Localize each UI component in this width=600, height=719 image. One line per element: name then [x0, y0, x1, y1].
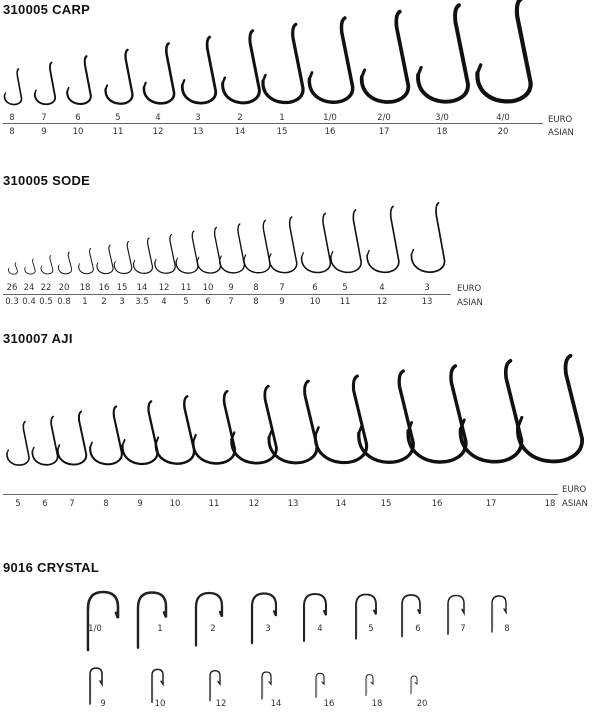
size-label: 15 — [116, 283, 128, 293]
size-label: 5 — [342, 283, 348, 293]
carp-asian-label: ASIAN — [548, 128, 574, 138]
aji-asian-label: ASIAN — [562, 499, 588, 509]
size-label: 7 — [460, 624, 466, 634]
size-label: 2 — [210, 624, 216, 634]
size-label: 20 — [416, 699, 428, 709]
section-title-crystal: 9016 CRYSTAL — [3, 560, 100, 575]
size-label: 10 — [72, 127, 84, 137]
size-label: 11 — [112, 127, 124, 137]
size-label: 13 — [421, 297, 433, 307]
size-label: 12 — [152, 127, 164, 137]
crystal-hook — [152, 669, 163, 702]
size-label: 7 — [41, 113, 47, 123]
size-label: 6 — [42, 499, 48, 509]
size-label: 1/0 — [88, 624, 102, 634]
size-label: 11 — [339, 297, 351, 307]
size-label: 6 — [312, 283, 318, 293]
size-label: 8 — [253, 283, 259, 293]
size-label: 9 — [41, 127, 47, 137]
size-label: 10 — [309, 297, 321, 307]
size-label: 7 — [228, 297, 234, 307]
size-label: 18 — [371, 699, 383, 709]
size-label: 5 — [115, 113, 121, 123]
size-label: 16 — [323, 699, 335, 709]
size-label: 4 — [379, 283, 385, 293]
size-label: 2 — [237, 113, 243, 123]
size-label: 12 — [376, 297, 388, 307]
size-label: 6 — [415, 624, 421, 634]
size-label: 8 — [253, 297, 259, 307]
size-label: 17 — [485, 499, 497, 509]
size-label: 16 — [324, 127, 336, 137]
size-label: 12 — [215, 699, 227, 709]
size-label: 3 — [265, 624, 271, 634]
size-label: 18 — [436, 127, 448, 137]
size-label: 4/0 — [496, 113, 510, 123]
size-label: 9 — [279, 297, 285, 307]
size-label: 3/0 — [435, 113, 449, 123]
size-label: 3 — [119, 297, 125, 307]
size-label: 1 — [279, 113, 285, 123]
crystal-hook — [196, 593, 222, 646]
crystal-hook — [366, 675, 373, 696]
size-label: 14 — [270, 699, 282, 709]
size-label: 11 — [180, 283, 192, 293]
size-label: 9 — [100, 699, 106, 709]
size-label: 0.5 — [39, 297, 53, 307]
size-label: 26 — [6, 283, 18, 293]
size-label: 13 — [287, 499, 299, 509]
size-label: 20 — [497, 127, 509, 137]
size-label: 5 — [368, 624, 374, 634]
size-label: 24 — [23, 283, 35, 293]
crystal-hook — [88, 592, 118, 650]
section-title-sode: 310005 SODE — [3, 173, 91, 188]
size-label: 10 — [202, 283, 214, 293]
size-label: 14 — [234, 127, 246, 137]
size-label: 4 — [161, 297, 167, 307]
size-label: 0.3 — [5, 297, 19, 307]
crystal-hook — [210, 671, 220, 701]
carp-euro-label: EURO — [548, 115, 573, 125]
size-label: 7 — [69, 499, 75, 509]
size-label: 6 — [205, 297, 211, 307]
sode-euro-label: EURO — [457, 284, 482, 294]
size-label: 3 — [195, 113, 201, 123]
size-label: 4 — [317, 624, 323, 634]
size-label: 0.8 — [57, 297, 71, 307]
size-label: 0.4 — [22, 297, 36, 307]
size-label: 14 — [335, 499, 347, 509]
size-label: 18 — [544, 499, 556, 509]
crystal-hook — [252, 594, 276, 644]
size-label: 15 — [276, 127, 288, 137]
aji-euro-label: EURO — [562, 485, 587, 495]
size-label: 10 — [169, 499, 181, 509]
size-label: 10 — [154, 699, 166, 709]
section-title-carp: 310005 CARP — [3, 2, 91, 17]
size-label: 12 — [248, 499, 260, 509]
size-label: 14 — [136, 283, 148, 293]
size-label: 5 — [183, 297, 189, 307]
size-label: 2 — [101, 297, 107, 307]
size-label: 15 — [380, 499, 392, 509]
size-label: 3.5 — [135, 297, 149, 307]
size-label: 3 — [424, 283, 430, 293]
size-label: 1 — [157, 624, 163, 634]
size-label: 8 — [103, 499, 109, 509]
crystal-hook — [411, 676, 417, 694]
size-label: 16 — [98, 283, 110, 293]
size-label: 22 — [40, 283, 52, 293]
size-label: 8 — [9, 127, 15, 137]
size-label: 8 — [9, 113, 15, 123]
size-label: 12 — [158, 283, 170, 293]
size-label: 7 — [279, 283, 285, 293]
size-label: 9 — [137, 499, 143, 509]
sode-asian-label: ASIAN — [457, 298, 483, 308]
size-label: 6 — [75, 113, 81, 123]
section-title-aji: 310007 AJI — [3, 331, 73, 346]
size-label: 17 — [378, 127, 390, 137]
size-label: 1/0 — [323, 113, 337, 123]
size-label: 18 — [79, 283, 91, 293]
crystal-hook — [316, 673, 324, 697]
crystal-hook — [262, 672, 271, 699]
size-label: 20 — [58, 283, 70, 293]
size-label: 1 — [82, 297, 88, 307]
size-label: 16 — [431, 499, 443, 509]
size-label: 8 — [504, 624, 510, 634]
size-label: 4 — [155, 113, 161, 123]
crystal-hook — [138, 593, 166, 648]
size-label: 11 — [208, 499, 220, 509]
size-label: 2/0 — [377, 113, 391, 123]
size-label: 5 — [15, 499, 21, 509]
size-label: 9 — [228, 283, 234, 293]
size-label: 13 — [192, 127, 204, 137]
